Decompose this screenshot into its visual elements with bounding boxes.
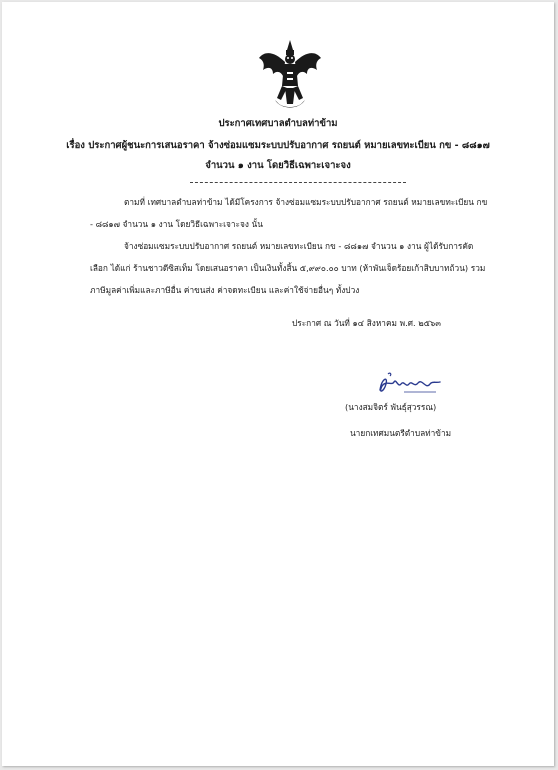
announcement-date: ประกาศ ณ วันที่ ๑๔ สิงหาคม พ.ศ. ๒๕๖๓ (292, 318, 441, 328)
body-paragraph-2-line-1: จ้างซ่อมแซมระบบปรับอากาศ รถยนต์ หมายเลขทะเบียน กข - ๘๘๑๗ จำนวน ๑ งาน ผู้ได้รับการคัด (124, 241, 474, 251)
signer-name: (นางสมจิตร์ พันธุ์สุวรรณ) (345, 402, 437, 412)
body-paragraph-2-line-3: ภาษีมูลค่าเพิ่มและภาษีอื่น ค่าขนส่ง ค่าจดทะเบียน และค่าใช้จ่ายอื่นๆ ทั้งปวง (90, 285, 360, 295)
body-paragraph-1-line-2: - ๘๘๑๗ จำนวน ๑ งาน โดยวิธีเฉพาะเจาะจง นั้น (90, 219, 263, 229)
handwritten-signature (374, 368, 444, 398)
dashed-divider (190, 182, 406, 183)
header-org-title: ประกาศเทศบาลตำบลท่าข้าม (218, 118, 338, 129)
garuda-emblem-icon (257, 38, 323, 112)
signer-position: นายกเทศมนตรีตำบลท่าข้าม (350, 428, 452, 438)
document-page (2, 2, 554, 766)
subject-line: เรื่อง ประกาศผู้ชนะการเสนอราคา จ้างซ่อมแซมระบบปรับอากาศ รถยนต์ หมายเลขทะเบียน กข - ๘๘๑๗ (66, 140, 490, 151)
subject-line-continued: จำนวน ๑ งาน โดยวิธีเฉพาะเจาะจง (205, 160, 351, 171)
body-paragraph-1-line-1: ตามที่ เทศบาลตำบลท่าข้าม ได้มีโครงการ จ้างซ่อมแซมระบบปรับอากาศ รถยนต์ หมายเลขทะเบียน กข (124, 197, 488, 207)
body-paragraph-2-line-2: เลือก ได้แก่ ร้านชาวดีซิสเท็ม โดยเสนอราคา เป็นเงินทั้งสิ้น ๕,๙๙๐.๐๐ บาท (ห้าพันเจ็ดร้อยเก้าสิบบาทถ้วน) รวม (90, 263, 486, 273)
